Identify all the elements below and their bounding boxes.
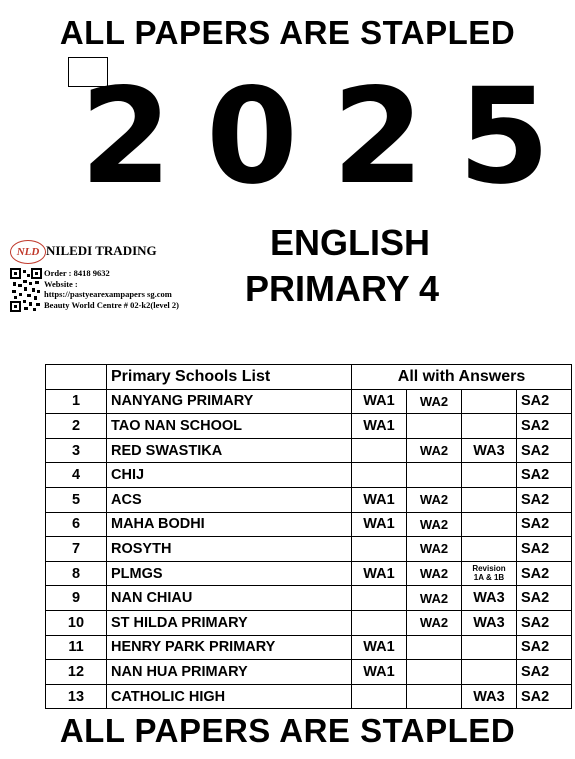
sa2-cell: SA2 (517, 463, 572, 488)
school-name: CHIJ (107, 463, 352, 488)
table-row (46, 512, 572, 537)
level-title: PRIMARY 4 (244, 268, 440, 309)
wa3-cell: WA3 (462, 684, 517, 709)
row-number: 1 (46, 389, 107, 414)
wa1-cell: WA1 (352, 487, 407, 512)
wa2-cell: WA2 (407, 487, 462, 512)
revision-note (472, 564, 505, 582)
school-name: RED SWASTIKA (107, 438, 352, 463)
year-digit-4: 5 (458, 60, 550, 214)
sa2-cell: SA2 (517, 389, 572, 414)
wa1-cell (352, 463, 407, 488)
table-row (46, 537, 572, 562)
header-answers: All with Answers (352, 365, 572, 390)
row-number: 8 (46, 561, 107, 586)
school-name: PLMGS (107, 561, 352, 586)
year-heading (80, 62, 550, 212)
revision-note-line1: Revision (472, 563, 506, 573)
wa3-cell (462, 660, 517, 685)
school-name: NANYANG PRIMARY (107, 389, 352, 414)
row-number: 9 (46, 586, 107, 611)
wa1-cell (352, 438, 407, 463)
wa1-cell (352, 684, 407, 709)
sa2-cell: SA2 (517, 414, 572, 439)
school-name: CATHOLIC HIGH (107, 684, 352, 709)
row-number: 12 (46, 660, 107, 685)
wa1-cell (352, 537, 407, 562)
wa2-cell: WA2 (407, 537, 462, 562)
nld-logo: NLD (10, 240, 46, 264)
sa2-cell: SA2 (517, 635, 572, 660)
wa1-cell: WA1 (352, 389, 407, 414)
year-digit-1: 2 (80, 60, 172, 214)
wa1-cell: WA1 (352, 660, 407, 685)
wa2-cell (407, 684, 462, 709)
table-row (46, 561, 572, 586)
header-schools-list: Primary Schools List (107, 365, 352, 390)
table-row (46, 610, 572, 635)
wa2-cell: WA2 (407, 561, 462, 586)
table-row (46, 635, 572, 660)
row-number: 7 (46, 537, 107, 562)
wa3-cell (462, 487, 517, 512)
wa3-cell (462, 389, 517, 414)
qr-code-icon (10, 268, 42, 312)
wa3-cell (462, 414, 517, 439)
wa3-cell (462, 463, 517, 488)
row-number: 6 (46, 512, 107, 537)
wa2-cell: WA2 (407, 586, 462, 611)
row-number: 5 (46, 487, 107, 512)
sa2-cell: SA2 (517, 684, 572, 709)
school-name: NAN HUA PRIMARY (107, 660, 352, 685)
sa2-cell: SA2 (517, 487, 572, 512)
sa2-cell: SA2 (517, 660, 572, 685)
table-header-row (46, 365, 572, 390)
table-row (46, 389, 572, 414)
table-row (46, 463, 572, 488)
wa3-cell: WA3 (462, 438, 517, 463)
wa2-cell (407, 635, 462, 660)
school-list-table (45, 364, 572, 709)
banner-top: ALL PAPERS ARE STAPLED (59, 14, 516, 51)
wa3-cell: WA3 (462, 610, 517, 635)
row-number: 11 (46, 635, 107, 660)
wa2-cell (407, 414, 462, 439)
wa1-cell (352, 610, 407, 635)
wa3-cell (462, 512, 517, 537)
banner-bottom: ALL PAPERS ARE STAPLED (59, 712, 516, 749)
row-number: 3 (46, 438, 107, 463)
table-row (46, 414, 572, 439)
row-number: 13 (46, 684, 107, 709)
wa3-cell: WA3 (462, 586, 517, 611)
sa2-cell: SA2 (517, 610, 572, 635)
sa2-cell: SA2 (517, 537, 572, 562)
website-url[interactable]: https://pastyearexampapers sg.com (44, 289, 172, 299)
school-name: TAO NAN SCHOOL (107, 414, 352, 439)
year-digit-2: 0 (206, 60, 298, 214)
shop-address: Beauty World Centre # 02-k2(level 2) (44, 299, 179, 310)
order-number: Order : 8418 9632 (44, 268, 110, 278)
revision-cell (462, 561, 517, 586)
row-number: 2 (46, 414, 107, 439)
school-name: MAHA BODHI (107, 512, 352, 537)
wa2-cell: WA2 (407, 438, 462, 463)
wa2-cell: WA2 (407, 512, 462, 537)
wa2-cell (407, 660, 462, 685)
table-row (46, 660, 572, 685)
wa3-cell (462, 537, 517, 562)
header-no (46, 365, 107, 390)
subject-title: ENGLISH (269, 222, 430, 263)
wa2-cell: WA2 (407, 389, 462, 414)
wa1-cell: WA1 (352, 414, 407, 439)
school-name: ACS (107, 487, 352, 512)
sa2-cell: SA2 (517, 438, 572, 463)
revision-note-line2: 1A & 1B (473, 572, 505, 582)
table-row (46, 684, 572, 709)
year-digit-3: 2 (332, 60, 424, 214)
wa1-cell (352, 586, 407, 611)
wa1-cell: WA1 (352, 561, 407, 586)
wa1-cell: WA1 (352, 635, 407, 660)
seller-name: NILEDI TRADING (46, 243, 157, 258)
sa2-cell: SA2 (517, 512, 572, 537)
seller-block (10, 238, 210, 318)
school-name: NAN CHIAU (107, 586, 352, 611)
sa2-cell: SA2 (517, 561, 572, 586)
sa2-cell: SA2 (517, 586, 572, 611)
school-name: HENRY PARK PRIMARY (107, 635, 352, 660)
school-name: ROSYTH (107, 537, 352, 562)
school-name: ST HILDA PRIMARY (107, 610, 352, 635)
seller-info (44, 268, 179, 310)
table-row (46, 586, 572, 611)
table-row (46, 487, 572, 512)
website-label: Website : (44, 278, 78, 289)
wa2-cell: WA2 (407, 610, 462, 635)
table-row (46, 438, 572, 463)
row-number: 10 (46, 610, 107, 635)
wa3-cell (462, 635, 517, 660)
wa2-cell (407, 463, 462, 488)
row-number: 4 (46, 463, 107, 488)
wa1-cell: WA1 (352, 512, 407, 537)
